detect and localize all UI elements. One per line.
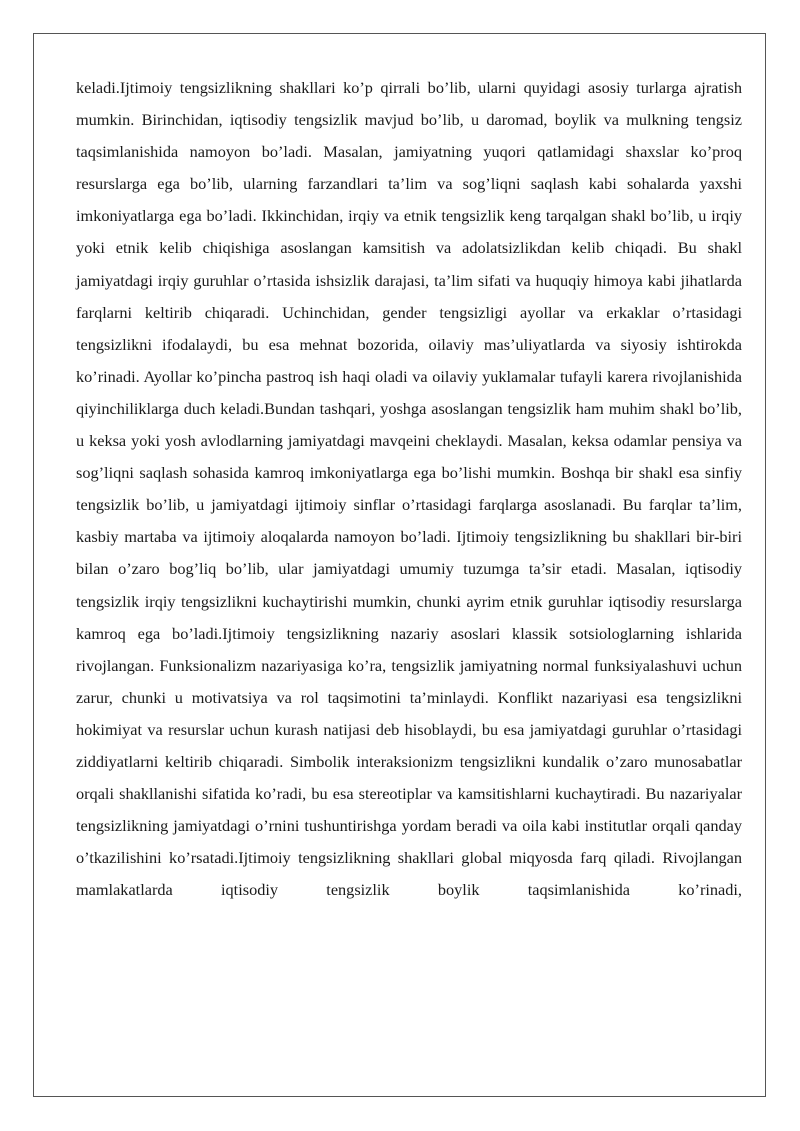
body-paragraph: keladi.Ijtimoiy tengsizlikning shakllari ko’p qirrali bo’lib, ularni quyidagi asosiy turlarga ajratish mumkin. Birinchidan, iqtisodiy tengsizlik mavjud bo’lib, u daromad, boylik va mulkning tengsiz taqsimlanishida namoyon bo’ladi. Masalan, jamiyatning yuqori qatlamidagi shaxslar ko’proq resurslarga ega bo’lib, ularning farzandlari ta’lim va sog’liqni saqlash kabi sohalarda yaxshi imkoniyatlarga ega bo’ladi. Ikkinchidan, irqiy va etnik tengsizlik keng tarqalgan shakl bo’lib, u irqiy yoki etnik kelib chiqishiga asoslangan kamsitish va adolatsizlikdan kelib chiqadi. Bu shakl jamiyatdagi irqiy guruhlar o’rtasida ishsizlik darajasi, ta’lim sifati va huquqiy himoya kabi jihatlarda farqlarni keltirib chiqaradi. Uchinchidan, gender tengsizligi ayollar va erkaklar o’rtasidagi tengsizlikni ifodalaydi, bu esa mehnat bozorida, oilaviy mas’uliyatlarda va siyosiy ishtirokda ko’rinadi. Ayollar ko’pincha pastroq ish haqi oladi va oilaviy yuklamalar tufayli karera rivojlanishida qiyinchiliklarga duch keladi.Bundan tashqari, yoshga asoslangan tengsizlik ham muhim shakl bo’lib, u keksa yoki yosh avlodlarning jamiyatdagi mavqeini cheklaydi. Masalan, keksa odamlar pensiya va sog’liqni saqlash sohasida kamroq imkoniyatlarga ega bo’lishi mumkin. Boshqa bir shakl esa sinfiy tengsizlik bo’lib, u jamiyatdagi ijtimoiy sinflar o’rtasidagi farqlarga asoslanadi. Bu farqlar ta’lim, kasbiy martaba va ijtimoiy aloqalarda namoyon bo’ladi. Ijtimoiy tengsizlikning bu shakllari bir-biri bilan o’zaro bog’liq bo’lib, ular jamiyatdagi umumiy tuzumga ta’sir etadi. Masalan, iqtisodiy tengsizlik irqiy tengsizlikni kuchaytirishi mumkin, chunki ayrim etnik guruhlar iqtisodiy resurslarga kamroq ega bo’ladi.Ijtimoiy tengsizlikning nazariy asoslari klassik sotsiologlarning ishlarida rivojlangan. Funksionalizm nazariyasiga ko’ra, tengsizlik jamiyatning normal funksiyalashuvi uchun zarur, chunki u motivatsiya va rol taqsimotini ta’minlaydi. Konflikt nazariyasi esa tengsizlikni hokimiyat va resurslar uchun kurash natijasi deb hisoblaydi, bu esa jamiyatdagi guruhlar o’rtasidagi ziddiyatlarni keltirib chiqaradi. Simbolik interaksionizm tengsizlikni kundalik o’zaro munosabatlar orqali shakllanishi sifatida ko’radi, bu esa stereotiplar va kamsitishlarni kuchaytiradi. Bu nazariyalar tengsizlikning jamiyatdagi o’rnini tushuntirishga yordam beradi va oila kabi institutlar orqali qanday o’tkazilishini ko’rsatadi.Ijtimoiy tengsizlikning shakllari global miqyosda farq qiladi. Rivojlangan mamlakatlarda iqtisodiy tengsizlik boylik taqsimlanishida ko’rinadi, bbox=[76, 78, 742, 900]
